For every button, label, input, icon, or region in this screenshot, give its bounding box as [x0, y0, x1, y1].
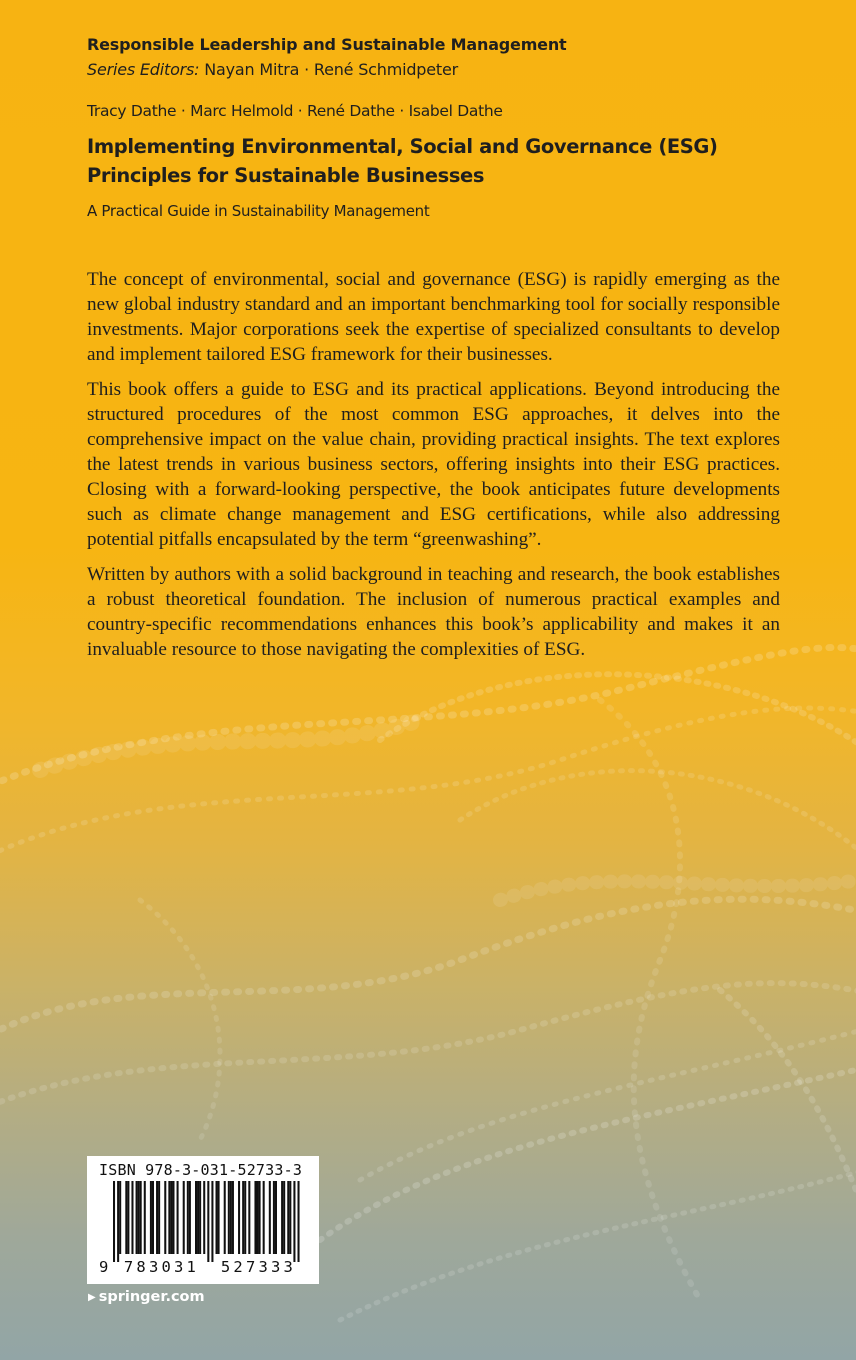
book-title-line-1: Implementing Environmental, Social and Governance (ESG)	[87, 135, 718, 158]
book-title-line-2: Principles for Sustainable Businesses	[87, 164, 485, 187]
barcode-bar	[195, 1181, 197, 1254]
barcode-bar	[164, 1181, 166, 1254]
barcode-bar	[298, 1181, 300, 1262]
book-subtitle: A Practical Guide in Sustainability Management	[87, 202, 430, 220]
barcode-bar	[254, 1181, 256, 1254]
barcode-bar	[238, 1181, 240, 1254]
blurb-paragraph: Written by authors with a solid background in teaching and research, the book establishes a robust theoretical foundation. The inclusion of numerous practical examples and country-specific recommendations enhances this book’s applicability and makes it an invaluable resource to those navigating the complexities of ESG.	[87, 563, 780, 660]
barcode-bar	[232, 1181, 234, 1254]
barcode-bar	[293, 1181, 295, 1262]
barcode-bar	[230, 1181, 232, 1254]
barcode-bar	[117, 1181, 119, 1262]
barcode-bar	[113, 1181, 115, 1262]
barcode-bar	[283, 1181, 285, 1254]
barcode-bar	[228, 1181, 230, 1254]
blurb-text	[87, 268, 780, 673]
arrow-right-icon: ▶	[88, 1291, 96, 1303]
barcode-bar	[269, 1181, 271, 1254]
blurb-paragraph: This book offers a guide to ESG and its practical applications. Beyond introducing the structured procedures of the most common ESG approaches, it delves into the comprehensive impact on the value chain, providing practical insights. The text explores the latest trends in various business sectors, offering insights into their ESG practices. Closing with a forward-looking perspective, the book anticipates future developments such as climate change management and ESG certifications, while also addressing potential pitfalls encapsulated by the term “greenwashing”.	[87, 379, 780, 550]
barcode-bar	[257, 1181, 259, 1254]
barcode-bar	[203, 1181, 205, 1254]
series-editors-label: Series Editors:	[87, 60, 200, 79]
authors: Tracy Dathe · Marc Helmold · René Dathe · Isabel Dathe	[87, 102, 503, 120]
blurb-paragraph: The concept of environmental, social and governance (ESG) is rapidly emerging as the new global industry standard and an important benchmarking tool for socially responsible investments. Major corporations seek the expertise of specialized consultants to develop and implement tailored ESG framework for their businesses.	[87, 269, 780, 365]
barcode-bar	[273, 1181, 275, 1254]
barcode-bar	[259, 1181, 261, 1254]
barcode-bar	[152, 1181, 154, 1254]
barcode-bar	[275, 1181, 277, 1254]
barcode-bar	[287, 1181, 289, 1254]
barcode-bar	[207, 1181, 209, 1262]
barcode-bar	[242, 1181, 244, 1254]
barcode-digit-group: 527333	[220, 1258, 297, 1276]
isbn-barcode	[87, 1156, 319, 1284]
barcode-bar	[156, 1181, 158, 1254]
series-editors	[87, 60, 566, 79]
barcode-digit-first: 9	[99, 1258, 109, 1276]
barcode-bar	[131, 1181, 133, 1254]
barcode-bar	[187, 1181, 189, 1254]
barcode-bar	[158, 1181, 160, 1254]
barcode-bar	[244, 1181, 246, 1254]
barcode-bar	[263, 1181, 265, 1254]
barcode-bar	[197, 1181, 199, 1254]
barcode-bar	[140, 1181, 142, 1254]
barcode-bar	[168, 1181, 170, 1254]
publisher-link[interactable]	[88, 1289, 205, 1305]
book-title	[87, 132, 787, 190]
barcode-bar	[177, 1181, 179, 1254]
barcode-bar	[281, 1181, 283, 1254]
series-title: Responsible Leadership and Sustainable Management	[87, 35, 567, 54]
barcode-bar	[224, 1181, 226, 1254]
barcode-bar	[216, 1181, 218, 1254]
series-info	[87, 35, 566, 79]
barcode-digits	[99, 1258, 307, 1276]
barcode-bar	[170, 1181, 172, 1254]
barcode-bar	[138, 1181, 140, 1254]
isbn-number: ISBN 978-3-031-52733-3	[99, 1161, 303, 1179]
barcode-bar	[248, 1181, 250, 1254]
barcode-bar	[127, 1181, 129, 1254]
barcode-bar	[172, 1181, 174, 1254]
barcode-bar	[150, 1181, 152, 1254]
barcode-bar	[119, 1181, 121, 1254]
barcode-digit-group: 783031	[123, 1258, 200, 1276]
barcode-bar	[189, 1181, 191, 1254]
barcode-bar	[183, 1181, 185, 1254]
series-editors-names: Nayan Mitra · René Schmidpeter	[204, 60, 458, 79]
barcode-bar	[289, 1181, 291, 1254]
barcode-bar	[218, 1181, 220, 1254]
barcode-bar	[144, 1181, 146, 1254]
barcode-bar	[136, 1181, 138, 1254]
barcode-bar	[211, 1181, 213, 1262]
publisher-link-text: springer.com	[98, 1289, 205, 1305]
barcode-bar	[199, 1181, 201, 1254]
barcode-bar	[125, 1181, 127, 1254]
